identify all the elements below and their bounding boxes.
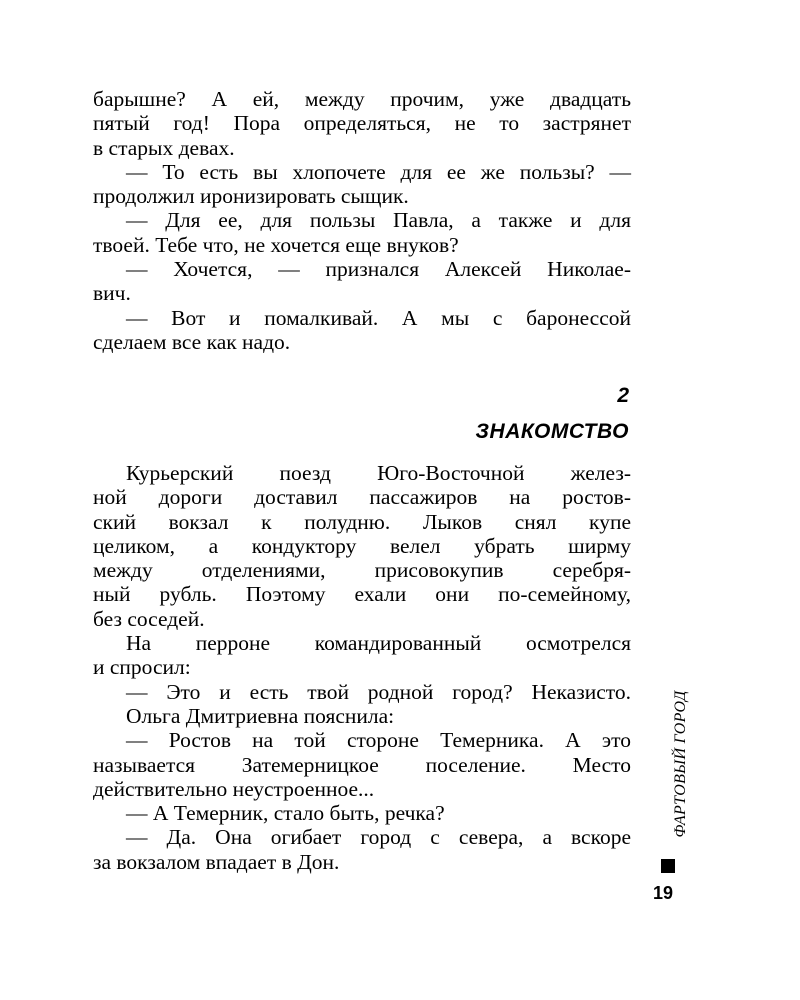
text-line: без соседей.	[93, 606, 205, 631]
text-line: — Для ее, для пользы Павла, а также и для	[126, 208, 631, 233]
text-line: вич.	[93, 281, 131, 306]
text-line: действительно неустроенное...	[93, 776, 375, 801]
text-line: барышне? А ей, между прочим, уже двадцать	[93, 87, 631, 111]
text-line: Ольга Дмитриевна пояснила:	[126, 703, 395, 728]
text-block-main	[93, 461, 631, 874]
text-line: целиком, а кондуктору велел убрать ширму	[93, 533, 631, 558]
chapter-number: 2	[617, 384, 629, 407]
page-number: 19	[653, 883, 674, 903]
text-line: — Да. Она огибает город с севера, а вскоре	[126, 825, 631, 850]
text-line: сделаем все как надо.	[93, 329, 291, 354]
text-line: — А Темерник, стало быть, речка?	[126, 801, 445, 826]
text-line: ной дороги доставил пассажиров на ростов-	[93, 485, 631, 510]
text-line: — Это и есть твой родной город? Неказисто.	[126, 679, 631, 704]
text-line: На перроне командированный осмотрелся	[126, 631, 631, 656]
text-block-top	[93, 87, 631, 354]
text-line: Курьерский поезд Юго-Восточной желез-	[126, 461, 631, 485]
text-line: продолжил иронизировать сыщик.	[93, 184, 409, 209]
text-line: — Вот и помалкивай. А мы с баронессой	[126, 305, 631, 330]
text-line: за вокзалом впадает в Дон.	[93, 849, 340, 874]
running-title	[666, 684, 696, 844]
text-line: и спросил:	[93, 655, 191, 680]
running-title-text: ФАРТОВЫЙ ГОРОД	[672, 690, 689, 838]
text-line: твоей. Тебе что, не хочется еще внуков?	[93, 232, 459, 257]
text-line: пятый год! Пора определяться, не то застрянет	[93, 111, 631, 136]
text-line: ский вокзал к полудню. Лыков снял купе	[93, 509, 631, 534]
text-line: между отделениями, присовокупив серебря-	[93, 558, 631, 583]
text-line: — Хочется, — признался Алексей Николае-	[126, 257, 631, 282]
text-line: — То есть вы хлопочете для ее же пользы? —	[126, 159, 631, 184]
chapter-title: ЗНАКОМСТВО	[475, 420, 629, 443]
text-line: называется Затемерницкое поселение. Место	[93, 752, 631, 777]
text-line: в старых девах.	[93, 135, 235, 160]
text-line: — Ростов на той стороне Темерника. А это	[126, 728, 631, 753]
square-marker-icon	[661, 859, 675, 873]
text-line: ный рубль. Поэтому ехали они по-семейному,	[93, 582, 631, 607]
